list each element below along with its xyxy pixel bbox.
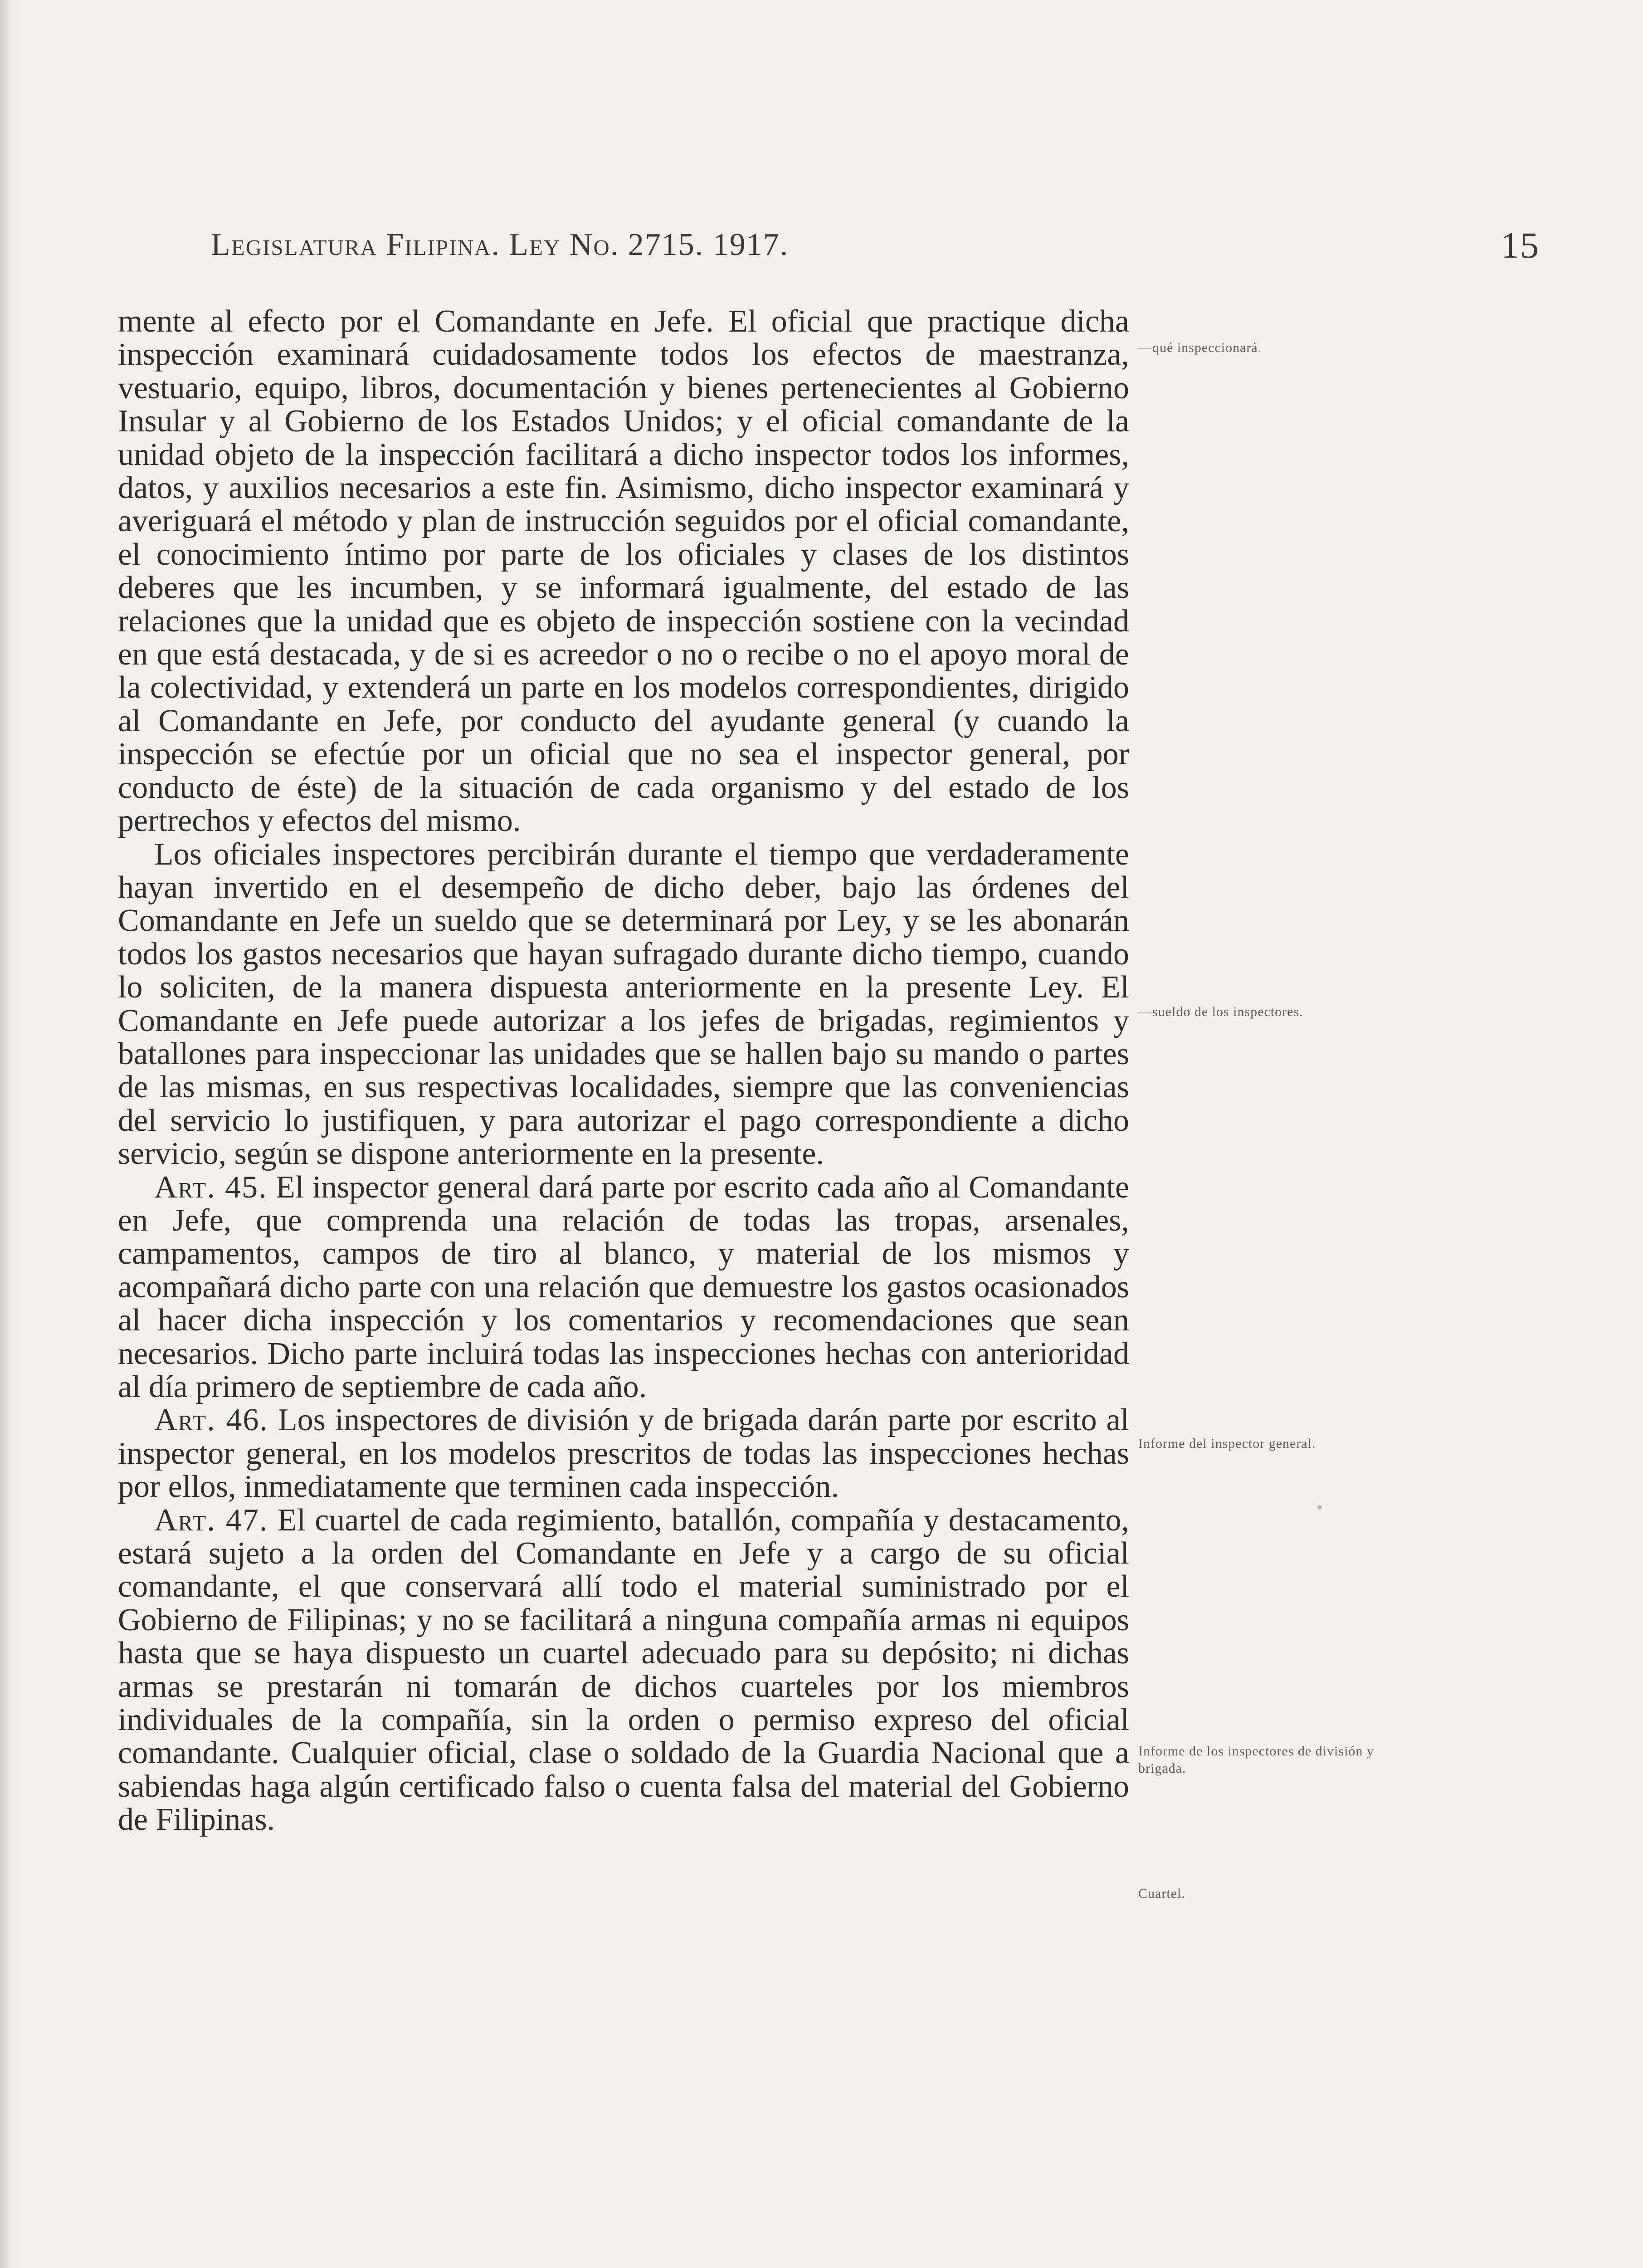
header-title: Legislatura Filipina. Ley No. 2715. 1917. bbox=[211, 227, 789, 262]
margin-note-informe-inspector-general: Informe del inspector general. bbox=[1138, 1436, 1316, 1451]
margin-note-informe-inspectores-division: Informe de los inspectores de división y brigada. bbox=[1138, 1744, 1374, 1776]
page-number: 15 bbox=[1501, 225, 1540, 266]
article-47 bbox=[118, 1504, 1129, 1837]
article-46-label: Art. 46. bbox=[154, 1403, 269, 1438]
article-45-label: Art. 45. bbox=[154, 1169, 268, 1205]
article-46 bbox=[118, 1403, 1129, 1503]
article-47-label: Art. 47. bbox=[154, 1502, 268, 1538]
article-47-text: El cuartel de cada regimiento, batallón, compañía y destacamento, estará sujeto a la orden del Comandante en Jefe y a cargo de su oficial comandante, el que conservará allí todo el material suministrado por el Gobierno de Filipinas; y no se facilitará a ninguna compañía armas ni equipos hasta que se haya dispuesto un cuartel adecuado para su depósito; ni dichas armas se prestarán ni tomarán de dichos cuarteles por los miembros individuales de la compañía, sin la orden o permiso expreso del oficial comandante. Cualquier oficial, clase o soldado de la Guardia Nacional que a sabiendas haga algún certificado falso o cuenta falsa del material del Gobierno de Filipinas. bbox=[118, 1502, 1129, 1838]
margin-note-sueldo-inspectores: —sueldo de los inspectores. bbox=[1138, 1004, 1303, 1019]
margin-note-cuartel: Cuartel. bbox=[1138, 1886, 1185, 1901]
article-45 bbox=[118, 1171, 1129, 1404]
paragraph-inspection: mente al efecto por el Comandante en Jefe. El oficial que practique dicha inspección examinará cuidadosamente todos los efectos de maestranza, vestuario, equipo, libros, documentación y bienes pertenecientes al Gobierno Insular y al Gobierno de los Estados Unidos; y el oficial comandante de la unidad objeto de la inspección facilitará a dicho inspector todos los informes, datos, y auxilios necesarios a este fin. Asimismo, dicho inspector examinará y averiguará el método y plan de instrucción seguidos por el oficial comandante, el conocimiento íntimo por parte de los oficiales y clases de los distintos deberes que les incumben, y se informará igualmente, del estado de las relaciones que la unidad que es objeto de inspección sostiene con la vecindad en que está destacada, y de si es acreedor o no o recibe o no el apoyo moral de la colectividad, y extenderá un parte en los modelos correspondientes, dirigido al Comandante en Jefe, por conducto del ayudante general (y cuando la inspección se efectúe por un oficial que no sea el inspector general, por conducto de éste) de la situación de cada organismo y del estado de los pertrechos y efectos del mismo. bbox=[118, 304, 1129, 839]
page-gutter-shadow bbox=[0, 0, 10, 2268]
running-header bbox=[211, 227, 1540, 268]
paper-speck bbox=[1317, 1505, 1322, 1510]
article-46-text: Los inspectores de división y de brigada darán parte por escrito al inspector general, en los modelos prescritos de todas las inspecciones hechas por ellos, inmediatamente que terminen cada inspección. bbox=[118, 1403, 1129, 1505]
article-45-text: El inspector general dará parte por escrito cada año al Comandante en Jefe, que comprenda una relación de todas las tropas, arsenales, campamentos, campos de tiro al blanco, y material de los mismos y acompañará dicho parte con una relación que demuestre los gastos ocasionados al hacer dicha inspección y los comentarios y recomendaciones que sean necesarios. Dicho parte incluirá todas las inspecciones hechas con anterioridad al día primero de septiembre de cada año. bbox=[118, 1169, 1130, 1404]
main-text bbox=[118, 305, 1129, 1837]
paragraph-inspector-salary: Los oficiales inspectores percibirán durante el tiempo que verdaderamente hayan invertido en el desempeño de dicho deber, bajo las órdenes del Comandante en Jefe un sueldo que se determinará por Ley, y se les abonarán todos los gastos necesarios que hayan sufragado durante dicho tiempo, cuando lo soliciten, de la manera dispuesta anteriormente en la presente Ley. El Comandante en Jefe puede autorizar a los jefes de brigadas, regimientos y batallones para inspeccionar las unidades que se hallen bajo su mando o partes de las mismas, en sus respectivas localidades, siempre que las conveniencias del servicio lo justifiquen, y para autorizar el pago correspondiente a dicho servicio, según se dispone anteriormente en la presente. bbox=[118, 836, 1129, 1172]
margin-note-que-inspeccionara: —qué inspeccionará. bbox=[1138, 340, 1262, 355]
